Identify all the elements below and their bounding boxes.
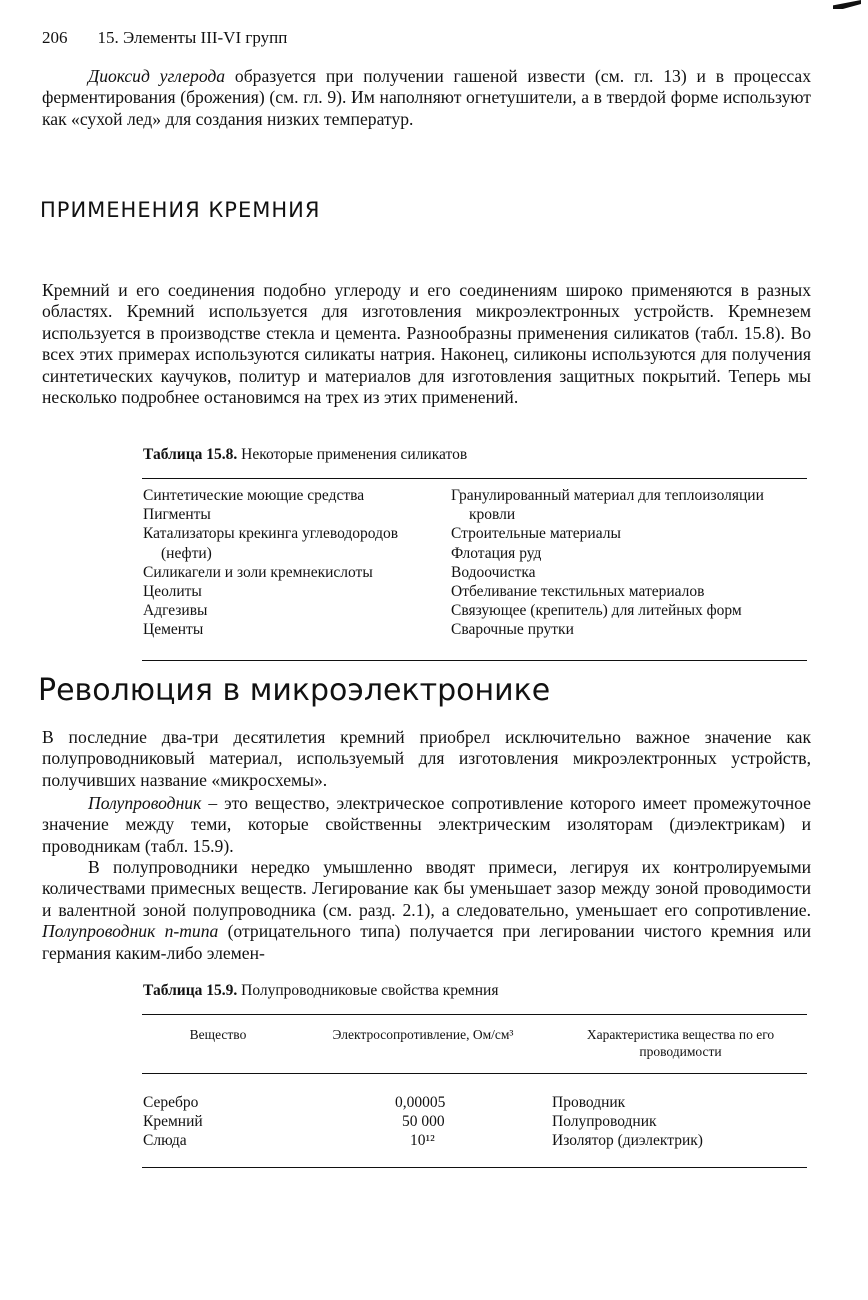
intro-paragraph — [42, 66, 811, 130]
chapter-heading: Революция в микроэлектронике — [38, 673, 551, 708]
cell-characteristic: Полупроводник — [552, 1113, 657, 1130]
cell-resistance: 10¹² — [410, 1132, 435, 1149]
column-header-substance: Вещество — [189, 1027, 247, 1042]
list-item: Цементы — [143, 621, 204, 639]
list-item: Катализаторы крекинга углеводородов (нефти) — [143, 525, 399, 562]
cell-characteristic: Изолятор (диэлектрик) — [552, 1132, 703, 1149]
cell-characteristic: Проводник — [552, 1094, 626, 1111]
chapter-title: 15. Элементы III-VI групп — [97, 28, 288, 47]
cell-substance: Кремний — [143, 1113, 203, 1130]
cell-substance: Слюда — [143, 1132, 187, 1149]
table-15-9-caption — [143, 982, 498, 1000]
cell-substance: Серебро — [143, 1094, 199, 1111]
list-item: Строительные материалы — [451, 525, 621, 543]
list-item: Связующее (крепитель) для литейных форм — [451, 602, 742, 620]
column-header-resistance: Электросопротивление, Ом/см³ — [332, 1027, 514, 1042]
list-item: Сварочные прутки — [451, 621, 574, 639]
page-number: 206 — [42, 28, 68, 47]
table-15-8-left-column — [143, 486, 443, 640]
micro-paragraph-2 — [42, 793, 811, 857]
table-15-9-bottom-rule — [142, 1167, 807, 1168]
list-item: Синтетические моющие средства — [143, 487, 365, 504]
list-item: Флотация руд — [451, 544, 542, 562]
table-row — [143, 1113, 807, 1132]
intro-text: образуется при получении гашеной извести (см. гл. 13) и в процессах ферментирования (брожения) (см. гл. 9). Им наполняют огнетушители, а в твердой форме используют как «сухой лед» для создания низких температур. — [42, 66, 812, 129]
micro-paragraph-3-rest: (отрицательного типа) получается при легировании чистого кремния или германия каким-либо элемен- — [42, 921, 811, 963]
table-15-8-top-rule — [142, 478, 807, 479]
intro-italic-term: Диоксид углерода — [88, 66, 226, 86]
list-item: Пигменты — [143, 506, 211, 524]
list-item: Адгезивы — [143, 602, 208, 620]
table-15-9-header-rule — [142, 1073, 807, 1074]
section-heading: ПРИМЕНЕНИЯ КРЕМНИЯ — [40, 198, 321, 222]
micro-paragraph-2-text: – это вещество, электрическое сопротивление которого имеет промежуточное значение между теми, которые свойственны электрическим изоляторам (диэлектрикам) и проводникам (табл. 15.9). — [42, 793, 811, 856]
table-15-9-label: Таблица 15.9. — [143, 982, 238, 999]
list-item: Цеолиты — [143, 583, 202, 601]
table-15-8-caption — [143, 446, 467, 464]
semiconductor-term: Полупроводник — [88, 793, 202, 813]
cell-resistance: 50 000 — [402, 1113, 445, 1130]
table-row — [143, 1132, 807, 1151]
micro-paragraph-1: В последние два-три десятилетия кремний приобрел исключительно важное значение как полупроводниковый материал, используемый для изготовления микроэлектронных устройств, получивших название «микросхемы». — [42, 727, 811, 790]
running-head — [42, 28, 287, 48]
section-paragraph: Кремний и его соединения подобно углероду и его соединениям широко применяются в разных областях. Кремний используется для изготовления микроэлектронных устройств. Кремнезем используется в производстве стекла и цемента. Разнообразны применения силикатов (табл. 15.8). Во всех этих примерах используются силикаты натрия. Наконец, силиконы используются для получения синтетических каучуков, политур и материалов для изготовления защитных покрытий. Теперь мы несколько подробнее остановимся на трех из этих применений. — [42, 280, 811, 408]
list-item: Отбеливание текстильных материалов — [451, 583, 705, 601]
corner-scan-mark — [833, 0, 861, 9]
table-15-8-bottom-rule — [142, 660, 807, 661]
n-type-term: Полупроводник n-типа — [42, 921, 219, 942]
list-item: Водоочистка — [451, 563, 536, 581]
table-15-8-title: Некоторые применения силикатов — [237, 446, 468, 463]
cell-resistance: 0,00005 — [395, 1094, 446, 1111]
table-15-8-label: Таблица 15.8. — [143, 446, 238, 463]
table-15-8-right-column — [451, 486, 811, 640]
column-header-characteristic: Характеристика вещества по его проводимости — [586, 1027, 775, 1059]
table-15-9-top-rule — [142, 1014, 807, 1015]
list-item: Силикагели и золи кремнекислоты — [143, 563, 373, 581]
micro-paragraph-3 — [42, 857, 811, 964]
micro-paragraph-3-start: В полупроводники нередко умышленно вводят примеси, легируя их контролируемыми количествами примесных веществ. Легирование как бы уменьшает зазор между зоной проводимости и валентной зоной полупроводника (см. разд. 2.1), а следовательно, уменьшает его сопротивление. — [42, 857, 811, 920]
table-15-9-title: Полупроводниковые свойства кремния — [237, 982, 499, 999]
table-row — [143, 1094, 807, 1113]
list-item: Гранулированный материал для теплоизоляции кровли — [451, 487, 764, 524]
